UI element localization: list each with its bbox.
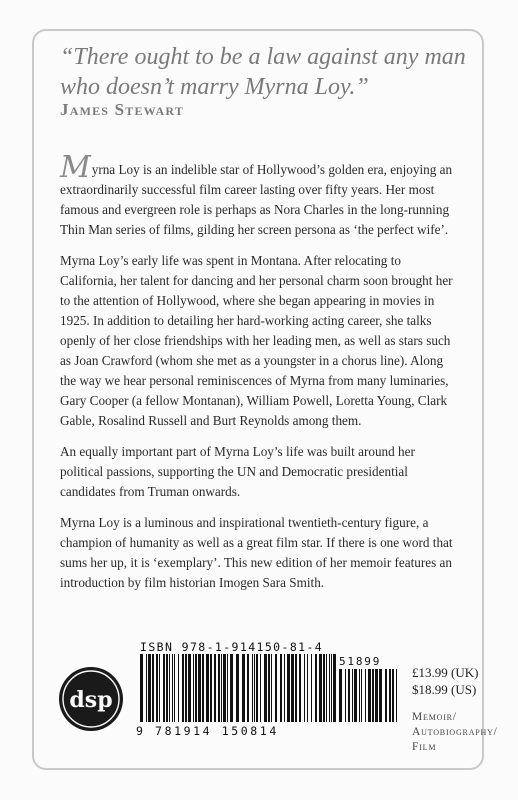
barcode-bar — [214, 654, 216, 722]
barcode-bar — [178, 654, 179, 722]
barcode-bar — [339, 669, 342, 722]
barcode-bar — [333, 654, 336, 722]
blurb-paragraph-2: Myrna Loy’s early life was spent in Montana. After relocating to California, her talent for dancing and her personal charm soon brought her to the attention of Hollywood, where she began appearing in movies in 1925. In addition to detailing her hard-working acting career, she talks openly of her close friendships with her leading men, as well as stars such as Joan Crawford (whom she met as a youngster in a chorus line). Along the way we hear personal reminiscences of Myrna from many luminaries, Gary Cooper (a fellow Montanan), William Powell, Loretta Young, Clark Gable, Rosalind Russell and Burt Reynolds among them. — [60, 253, 453, 428]
barcode-bar — [268, 654, 270, 722]
barcode-bar — [148, 654, 151, 722]
barcode-bar — [345, 669, 346, 722]
barcode-bar — [264, 654, 267, 722]
ean-barcode — [138, 654, 338, 722]
barcode-bar — [152, 654, 154, 722]
barcode-bar — [193, 654, 194, 722]
barcode-bar — [275, 654, 277, 722]
barcode-bar — [195, 654, 197, 722]
barcode-bar — [271, 654, 272, 722]
barcode-bar — [247, 654, 249, 722]
barcode-bar — [182, 654, 184, 722]
barcode-bar — [307, 654, 308, 722]
barcode-bar — [198, 654, 201, 722]
barcode-bar — [385, 669, 387, 722]
drop-cap: M — [60, 150, 91, 185]
barcode-bar — [323, 654, 325, 722]
barcode-addon-digits: 51899 — [339, 655, 382, 668]
barcode-bar — [202, 654, 204, 722]
addon-barcode — [337, 669, 399, 722]
barcode-bar — [236, 654, 239, 722]
barcode-bar — [188, 654, 191, 722]
barcode-bar — [352, 669, 353, 722]
barcode-bar — [166, 654, 168, 722]
barcode-bar — [311, 654, 312, 722]
quote-attribution: James Stewart — [60, 100, 185, 119]
barcode-bar — [256, 654, 258, 722]
barcode-bar — [329, 654, 330, 722]
barcode-bar — [291, 654, 294, 722]
barcode-bar — [174, 654, 175, 722]
barcode-bar — [319, 654, 322, 722]
barcode-bar — [375, 669, 378, 722]
barcode-bar — [280, 654, 282, 722]
barcode-bar — [169, 654, 170, 722]
price-block — [412, 664, 478, 698]
category-line-3: Film — [412, 741, 437, 753]
barcode-bar — [304, 654, 305, 722]
price-uk: £13.99 (UK) — [412, 665, 479, 680]
barcode-bar — [348, 669, 350, 722]
barcode-bar — [315, 654, 317, 722]
barcode-bar — [159, 654, 160, 722]
barcode-bar — [389, 669, 391, 722]
barcode-bar — [284, 654, 285, 722]
blurb-paragraph-1-text: yrna Loy is an indelible star of Hollywood’s golden era, enjoying an extraordinarily successful film career lasting over fifty years. Her most famous and evergreen role is perhaps as Nora Charles in the long-running Thin Man series of films, gilding her screen persona as ‘the perfect wife’. — [60, 162, 453, 237]
barcode-bar — [156, 654, 158, 722]
barcode-bar — [223, 654, 226, 722]
barcode-bar — [227, 654, 228, 722]
isbn-label: ISBN 978-1-914150-81-4 — [140, 640, 324, 654]
category-block — [412, 710, 498, 755]
barcode-bar — [368, 669, 371, 722]
barcode-bar — [396, 669, 397, 722]
barcode-bar — [252, 654, 253, 722]
barcode-bar — [254, 654, 255, 722]
blurb-paragraph-1 — [60, 150, 460, 240]
category-line-2: Autobiography/ — [412, 726, 498, 738]
dsp-logo — [58, 666, 124, 732]
barcode-bar — [230, 654, 233, 722]
barcode-bar — [361, 669, 362, 722]
barcode-bar — [295, 654, 297, 722]
barcode-bar — [331, 654, 332, 722]
barcode-bar — [287, 654, 290, 722]
barcode-bar — [218, 654, 220, 722]
price-us: $18.99 (US) — [412, 682, 477, 697]
category-line-1: Memoir/ — [412, 711, 457, 723]
pull-quote: “There ought to be a law against any man who doesn’t marry Myrna Loy.” — [60, 44, 466, 100]
barcode-bar — [379, 669, 382, 722]
barcode-bar — [354, 669, 357, 722]
barcode-bar — [146, 654, 147, 722]
barcode-bar — [372, 669, 374, 722]
barcode-bar — [140, 654, 143, 722]
barcode-bar — [210, 654, 212, 722]
ean-digits: 9 781914 150814 — [136, 724, 279, 738]
barcode-bar — [172, 654, 173, 722]
barcode-bar — [260, 654, 261, 722]
barcode-bar — [365, 669, 366, 722]
dsp-logo-text: dsp — [69, 687, 113, 713]
blurb-paragraph-3: An equally important part of Myrna Loy’s life was built around her political passions, supporting the UN and Democratic presidential candidates from Truman onwards. — [60, 444, 415, 499]
barcode-bar — [206, 654, 209, 722]
barcode-bar — [185, 654, 187, 722]
barcode-bar — [326, 654, 327, 722]
barcode-bar — [359, 669, 360, 722]
barcode-bar — [242, 654, 245, 722]
blurb — [60, 150, 460, 604]
blurb-paragraph-4: Myrna Loy is a luminous and inspirational twentieth-century figure, a champion of humanity as well as a great film star. If there is one word that sums her up, it is ‘exemplary’. This new edition of her memoir features an introduction by film historian Imogen Sara Smith. — [60, 515, 453, 590]
barcode-bar — [392, 669, 394, 722]
barcode-bar — [221, 654, 222, 722]
barcode-bar — [299, 654, 301, 722]
barcode-bar — [163, 654, 165, 722]
